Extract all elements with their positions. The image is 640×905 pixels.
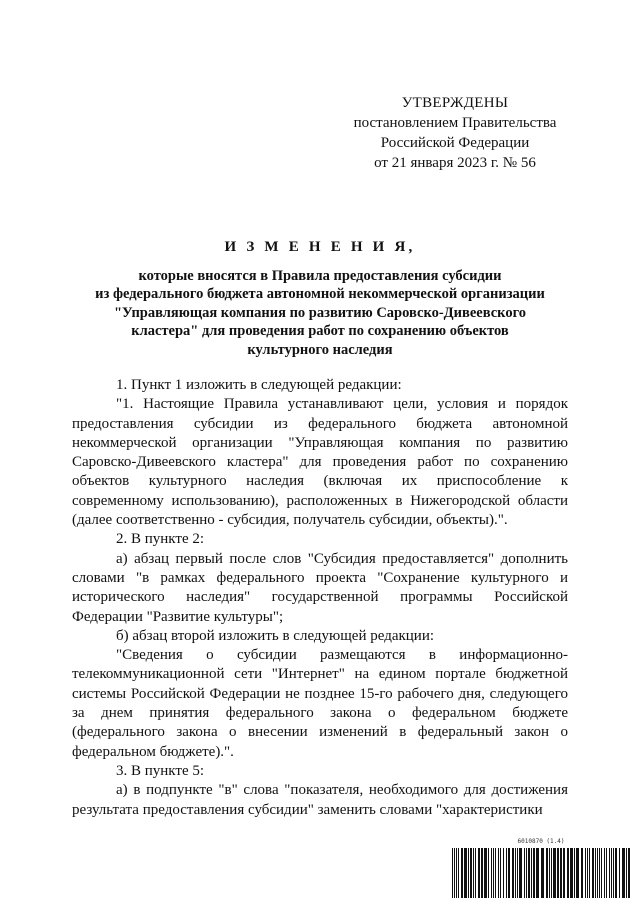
- approval-line-2: Российской Федерации: [380, 135, 530, 151]
- heading-line: которые вносятся в Правила предоставления субсидии: [138, 267, 502, 284]
- document-heading: [60, 238, 580, 360]
- heading-line: культурного наследия: [247, 341, 393, 358]
- heading-line: кластера" для проведения работ по сохранению объектов: [131, 323, 509, 340]
- paragraph-item-3: 3. В пункте 5:: [116, 762, 205, 779]
- approval-line-1: постановлением Правительства: [353, 115, 557, 131]
- paragraph-quote-2: "Сведения о субсидии размещаются в информационно-телекоммуникационной сети "Интернет" на едином портале бюджетной системы Российской Федерации не позднее 15-го рабочего дня, следующего за днем принятия федерального закона о федеральном бюджете (федерального закона о внесении изменений в федеральный закон о федеральном бюджете).".: [72, 647, 568, 760]
- approval-block: [340, 93, 570, 173]
- barcode-icon: [452, 848, 630, 898]
- heading-title: И З М Е Н Е Н И Я,: [224, 239, 416, 255]
- heading-line: из федерального бюджета автономной некоммерческой организации: [95, 286, 545, 303]
- paragraph-item-2: 2. В пункте 2:: [116, 531, 205, 548]
- barcode-label: 6010870 (1.4): [517, 838, 565, 845]
- paragraph-item-1: 1. Пункт 1 изложить в следующей редакции:: [116, 377, 402, 393]
- document-body: [72, 376, 568, 820]
- heading-line: "Управляющая компания по развитию Саровско-Дивеевского: [113, 304, 527, 321]
- paragraph-subitem-b: б) абзац второй изложить в следующей редакции:: [116, 627, 435, 644]
- approval-date-number: от 21 января 2023 г. № 56: [374, 155, 536, 171]
- paragraph-subitem-a: а) абзац первый после слов "Субсидия предоставляется" дополнить словами "в рамках федерального проекта "Сохранение культурного и исторического наследия" государственной программы Российской Федерации "Развитие культуры";: [72, 550, 568, 625]
- document-barcode: [452, 838, 630, 900]
- paragraph-subitem-a: а) в подпункте "в" слова "показателя, необходимого для достижения результата предоставления субсидии" заменить словами "характеристики: [72, 782, 568, 818]
- approval-title: УТВЕРЖДЕНЫ: [401, 95, 509, 111]
- paragraph-quote-1: "1. Настоящие Правила устанавливают цели, условия и порядок предоставления субсидии из федерального бюджета автономной некоммерческой организации "Управляющая компания по развитию Саровско-Дивеевского кластера" для проведения работ по сохранению объектов культурного наследия (включая их приспособление к современному использованию), расположенных в Нижегородской области (далее соответственно - субсидия, получатель субсидии, объекты).".: [72, 396, 568, 529]
